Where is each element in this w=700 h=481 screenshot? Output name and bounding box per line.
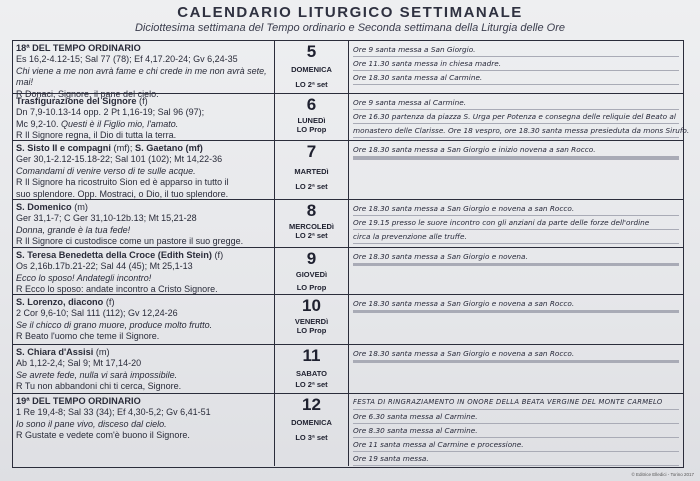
- readings: Es 16,2-4.12-15; Sal 77 (78); Ef 4,17.20-24; Gv 6,24-35: [16, 54, 238, 65]
- notes-cell: [349, 141, 683, 199]
- day-row-10: [13, 294, 683, 344]
- feast-title: S. Sisto II e compagni (mf); S. Gaetano (mf): [16, 143, 203, 153]
- day-name: DOMENICA: [291, 418, 332, 427]
- notes-cell: [349, 94, 690, 140]
- response-text: R Tu non abbandoni chi ti cerca, Signore.: [16, 381, 182, 392]
- note-line: Ore 9 santa messa al Carmine.: [353, 96, 679, 110]
- liturgy-cell: [13, 295, 275, 344]
- day-row-11: [13, 344, 683, 393]
- antiphon: Io sono il pane vivo, disceso dal cielo.: [16, 418, 167, 429]
- readings: 2 Cor 9,6-10; Sal 111 (112); Gv 12,24-26: [16, 308, 178, 319]
- day-row-8: [13, 199, 683, 247]
- liturgy-cell: [13, 248, 275, 294]
- response-text: R Beato l'uomo che teme il Signore.: [16, 331, 160, 342]
- note-line: Ore 19 santa messa.: [353, 452, 679, 466]
- day-number: 10: [302, 296, 321, 315]
- date-cell: [275, 394, 349, 466]
- response-text: R Gustate e vedete com'è buono il Signore.: [16, 430, 190, 441]
- hours-label: LO 2ª set: [295, 80, 328, 89]
- readings: Ab 1,12-2,4; Sal 9; Mt 17,14-20: [16, 358, 142, 369]
- feast-title: S. Teresa Benedetta della Croce (Edith Stein) (f): [16, 250, 224, 260]
- antiphon: Chi viene a me non avrà fame e chi crede in me non avrà sete, mai!: [16, 65, 267, 88]
- day-name: MERCOLEDì: [289, 222, 334, 231]
- day-name: LUNEDì: [297, 116, 326, 125]
- note-line: Ore 18.30 santa messa a San Giorgio e inizio novena a san Rocco.: [353, 143, 679, 157]
- hours-label: LO Prop: [296, 326, 327, 335]
- feast-title: 18ª DEL TEMPO ORDINARIO: [16, 43, 141, 53]
- day-number: 11: [302, 346, 321, 365]
- page-subtitle: Diciottesima settimana del Tempo ordinario e Seconda settimana della Liturgia delle Ore: [134, 22, 566, 34]
- note-line: [353, 159, 679, 160]
- liturgy-cell: [13, 394, 275, 466]
- date-cell: [275, 295, 349, 344]
- note-line: [353, 312, 679, 313]
- antiphon: Comandami di venire verso di te sulle acque.: [16, 165, 196, 176]
- day-number: 12: [302, 395, 321, 414]
- readings: Ger 30,1-2.12-15.18-22; Sal 101 (102); Mt 14,22-36: [16, 154, 223, 165]
- response-text-2: suo splendore. Opp. Mostraci, o Dio, il tuo splendore.: [16, 188, 229, 199]
- day-row-6: [13, 93, 690, 141]
- day-row-9: [13, 247, 683, 294]
- response-text: R Donaci, Signore, il pane del cielo.: [16, 88, 159, 99]
- hours-label: LO 2ª set: [295, 182, 328, 191]
- hours-label: LO Prop: [296, 125, 327, 134]
- day-number: 8: [306, 201, 317, 220]
- hours-label: LO 3ª set: [295, 433, 328, 442]
- day-name: GIOVEDì: [295, 270, 328, 279]
- hours-label: LO 2ª set: [295, 380, 328, 389]
- day-number: 6: [306, 95, 317, 114]
- day-number: 5: [306, 42, 317, 61]
- response-text: R Il Signore ci custodisce come un pastore il suo gregge.: [16, 236, 244, 247]
- day-name: VENERDì: [294, 317, 329, 326]
- day-row-12: [13, 393, 683, 466]
- feast-title: S. Lorenzo, diacono (f): [16, 297, 115, 307]
- note-line: FESTA DI RINGRAZIAMENTO IN ONORE DELLA BEATA VERGINE DEL MONTE CARMELO: [353, 396, 679, 410]
- date-cell: [275, 141, 349, 199]
- readings: Ger 31,1-7; C Ger 31,10-12b.13; Mt 15,21-28: [16, 213, 197, 224]
- feast-title: S. Chiara d'Assisi (m): [16, 347, 110, 357]
- day-row-7: [13, 140, 683, 199]
- readings: Dn 7,9-10.13-14 opp. 2 Pt 1,16-19; Sal 96 (97);: [16, 107, 205, 118]
- feast-title: Trasfigurazione del Signore (f): [16, 96, 148, 106]
- notes-cell: [349, 295, 683, 344]
- day-name: SABATO: [296, 369, 327, 378]
- note-line: Ore 16.30 partenza da piazza S. Urga per Potenza e consegna delle reliquie del Beato al: [353, 110, 679, 124]
- day-name: DOMENICA: [291, 65, 332, 74]
- note-line: [353, 265, 679, 266]
- liturgy-cell: [13, 200, 275, 247]
- note-line: Ore 18.30 santa messa a San Giorgio e novena a san Rocco.: [353, 202, 679, 216]
- note-line: Ore 6.30 santa messa al Carmine.: [353, 410, 679, 424]
- day-name: MARTEDì: [294, 167, 329, 176]
- notes-cell: [349, 345, 683, 393]
- calendar-table: [12, 40, 690, 468]
- feast-title: S. Domenico (m): [16, 202, 88, 212]
- antiphon: Se avrete fede, nulla vi sarà impossibile.: [16, 369, 178, 380]
- antiphon: Se il chicco di grano muore, produce molto frutto.: [16, 319, 213, 330]
- feast-title: 19ª DEL TEMPO ORDINARIO: [16, 396, 141, 406]
- liturgy-cell: [13, 41, 275, 99]
- note-line: Ore 8.30 santa messa al Carmine.: [353, 424, 679, 438]
- note-line: circa la prevenzione alle truffe.: [353, 230, 679, 244]
- notes-cell: [349, 200, 683, 247]
- notes-cell: [349, 248, 683, 294]
- antiphon: Donna, grande è la tua fede!: [16, 224, 131, 235]
- note-line: Ore 18.30 santa messa a San Giorgio e novena a san Rocco.: [353, 347, 679, 361]
- response-text: R Il Signore ha ricostruito Sion ed è apparso in tutto il: [16, 177, 229, 188]
- note-line: Ore 11 santa messa al Carmine e processione.: [353, 438, 679, 452]
- day-number: 7: [306, 142, 317, 161]
- date-cell: [275, 94, 349, 140]
- readings: Os 2,16b.17b.21-22; Sal 44 (45); Mt 25,1-13: [16, 261, 193, 272]
- liturgy-cell: [13, 141, 275, 199]
- hours-label: LO Prop: [296, 283, 327, 292]
- note-line: Ore 19.15 presso le suore incontro con gli anziani da parte delle forze dell'ordine: [353, 216, 679, 230]
- response-text: R Il Signore regna, il Dio di tutta la terra.: [16, 130, 177, 141]
- note-line: Ore 9 santa messa a San Giorgio.: [353, 43, 679, 57]
- antiphon: Ecco lo sposo! Andategli incontro!: [16, 272, 152, 283]
- note-line: [353, 362, 679, 363]
- date-cell: [275, 248, 349, 294]
- note-line: Ore 18.30 santa messa a San Giorgio e novena.: [353, 250, 679, 264]
- day-number: 9: [306, 249, 317, 268]
- response-text: R Ecco lo sposo: andate incontro a Cristo Signore.: [16, 284, 218, 295]
- day-row-5: [13, 41, 683, 99]
- publisher-credit: © Editrice Elledici - Torino 2017: [631, 472, 694, 477]
- note-line: Ore 18.30 santa messa a San Giorgio e novena a san Rocco.: [353, 297, 679, 311]
- page-title: CALENDARIO LITURGICO SETTIMANALE: [177, 4, 523, 21]
- note-line: monastero delle Clarisse. Ore 18 vespro, ore 18.30 santa messa presieduta da mons Sirufo.: [353, 124, 679, 138]
- date-cell: [275, 345, 349, 393]
- hours-label: LO 2ª set: [295, 231, 328, 240]
- liturgy-cell: [13, 345, 275, 393]
- readings: 1 Re 19,4-8; Sal 33 (34); Ef 4,30-5,2; Gv 6,41-51: [16, 407, 211, 418]
- notes-cell: [349, 394, 683, 466]
- date-cell: [275, 200, 349, 247]
- notes-cell: [349, 41, 683, 93]
- readings-2: Mc 9,2-10. Questi è il Figlio mio, l'amato.: [16, 118, 179, 129]
- liturgy-cell: [13, 94, 275, 140]
- note-line: Ore 18.30 santa messa al Carmine.: [353, 71, 679, 85]
- date-cell: [275, 41, 349, 93]
- note-line: Ore 11.30 santa messa in chiesa madre.: [353, 57, 679, 71]
